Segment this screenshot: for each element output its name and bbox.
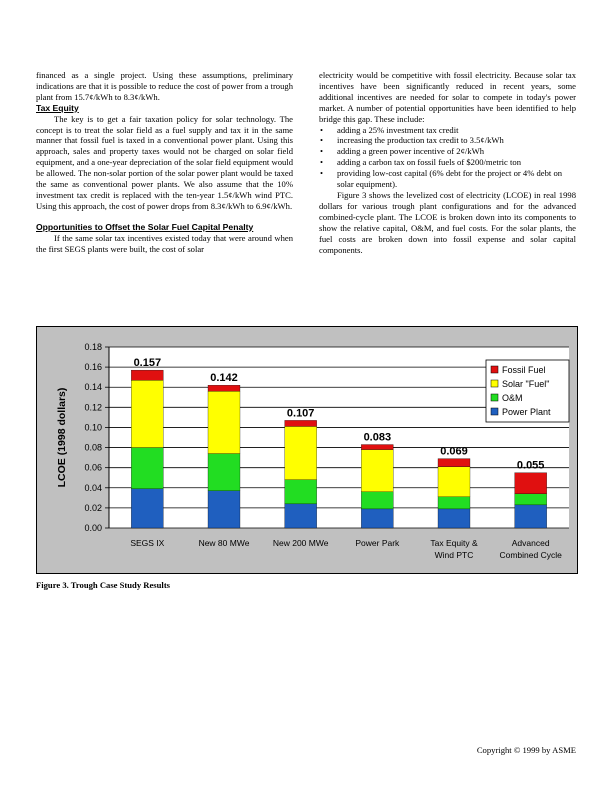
bar-segment <box>285 504 317 528</box>
bar-segment <box>208 491 240 528</box>
figure-3-chart <box>36 326 578 574</box>
legend-swatch <box>491 380 498 387</box>
bar-total-label: 0.055 <box>516 459 545 472</box>
y-tick-label: 0.00 <box>84 523 102 533</box>
left-column <box>36 70 293 255</box>
x-category-label: New 200 MWe <box>272 538 329 548</box>
copyright-notice: Copyright © 1999 by ASME <box>476 745 576 755</box>
bar-segment <box>361 450 393 492</box>
left-paragraph-1: financed as a single project. Using these assumptions, preliminary indications are that it is possible to reduce the cost of power from a trough plant from 15.7¢/kWh to 8.3¢/kWh. <box>36 70 293 102</box>
incentive-list <box>319 125 576 190</box>
bar-segment <box>131 489 163 528</box>
bar-total-label: 0.069 <box>440 445 468 458</box>
y-tick-label: 0.02 <box>84 502 102 513</box>
y-tick-label: 0.06 <box>84 462 102 473</box>
bar-segment <box>515 505 547 528</box>
bar-total-label: 0.157 <box>133 357 162 370</box>
right-paragraph-2: Figure 3 shows the levelized cost of electricity (LCOE) in real 1998 dollars for various trough plant configurations and for the advanced combined-cycle plant. The LCOE is broken down into its components to show the relative capital, O&M, and fuel costs. For the solar plants, the fuel costs are broken down into fossil expense and solar capital components. <box>319 189 576 255</box>
incentive-item: • adding a carbon tax on fossil fuels of $200/metric ton <box>319 157 576 168</box>
legend-swatch <box>491 408 498 415</box>
incentive-item: • increasing the production tax credit to 3.5¢/kWh <box>319 135 576 146</box>
bar-segment <box>131 370 163 380</box>
right-column <box>319 70 576 255</box>
bar-segment <box>515 473 547 494</box>
x-category-label: Wind PTC <box>434 550 474 560</box>
figure-caption: Figure 3. Trough Case Study Results <box>36 580 171 590</box>
y-tick-label: 0.18 <box>84 342 102 352</box>
bar-segment <box>285 420 317 426</box>
bar-segment <box>285 480 317 504</box>
left-paragraph-3: If the same solar tax incentives existed today that were around when the first SEGS plants were built, the cost of solar <box>36 232 293 254</box>
bar-segment <box>515 494 547 505</box>
bar-segment <box>361 492 393 509</box>
legend-label: Solar "Fuel" <box>502 379 550 389</box>
bar-total-label: 0.107 <box>286 407 315 420</box>
bar-segment <box>438 459 470 467</box>
incentive-item: • adding a green power incentive of 2¢/kWh <box>319 146 576 157</box>
y-tick-label: 0.16 <box>84 362 102 373</box>
legend-label: Fossil Fuel <box>502 365 546 375</box>
bar-total-label: 0.083 <box>363 431 392 444</box>
opportunities-heading: Opportunities to Offset the Solar Fuel Capital Penalty <box>36 221 254 232</box>
legend-label: Power Plant <box>502 407 551 417</box>
x-category-label: Combined Cycle <box>499 550 562 560</box>
bar-segment <box>208 454 240 491</box>
tax-equity-heading: Tax Equity <box>36 102 79 113</box>
left-paragraph-2: The key is to get a fair taxation policy for solar technology. The concept is to treat the solar field as a fuel supply and tax it in the same manner that fossil fuel is taxed in a conventional power plant. Using this approach, sales and property taxes would not be charged on solar field equipment, and a one-year depreciation of the solar field equipment would be allowed. The non-solar portion of the solar power plant would be taxed the same as conventional power plants. We also assume that the 10% investment tax credit is replaced with the ten-year 1.5¢/kWh wind PTC. Using this approach, the cost of power drops from 8.3¢/kWh to 6.9¢/kWh. <box>36 113 293 211</box>
y-tick-label: 0.12 <box>84 402 102 413</box>
bar-segment <box>285 426 317 479</box>
bar-segment <box>208 385 240 391</box>
y-tick-label: 0.14 <box>84 382 102 393</box>
bar-total-label: 0.142 <box>210 372 238 385</box>
bar-segment <box>208 391 240 453</box>
legend-swatch <box>491 366 498 373</box>
bar-segment <box>438 467 470 497</box>
right-paragraph-1: electricity would be competitive with fossil electricity. Because solar tax incentives have been significantly reduced in recent years, some additional incentives are needed for solar to compete in today's power market. A number of potential opportunities have been identified to help bridge this gap. These include: <box>319 70 576 124</box>
legend-swatch <box>491 394 498 401</box>
y-tick-label: 0.04 <box>84 482 102 493</box>
incentive-item: • adding a 25% investment tax credit <box>319 125 576 136</box>
legend-label: O&M <box>502 393 523 403</box>
bar-segment <box>361 445 393 450</box>
y-tick-label: 0.10 <box>84 422 102 433</box>
x-category-label: Advanced <box>511 538 550 548</box>
bar-segment <box>438 509 470 528</box>
y-axis-label: LCOE (1998 dollars) <box>56 387 68 488</box>
x-category-label: New 80 MWe <box>198 538 250 548</box>
y-tick-label: 0.08 <box>84 442 102 453</box>
x-category-label: SEGS IX <box>130 538 165 548</box>
lcoe-stacked-bar-chart <box>37 327 577 573</box>
x-category-label: Power Park <box>355 538 400 548</box>
x-category-label: Tax Equity & <box>430 538 478 548</box>
bar-segment <box>131 448 163 489</box>
bar-segment <box>131 380 163 447</box>
bar-segment <box>361 509 393 528</box>
incentive-item: • providing low-cost capital (6% debt for the project or 4% debt on solar equipment). <box>319 168 576 190</box>
bar-segment <box>438 497 470 509</box>
